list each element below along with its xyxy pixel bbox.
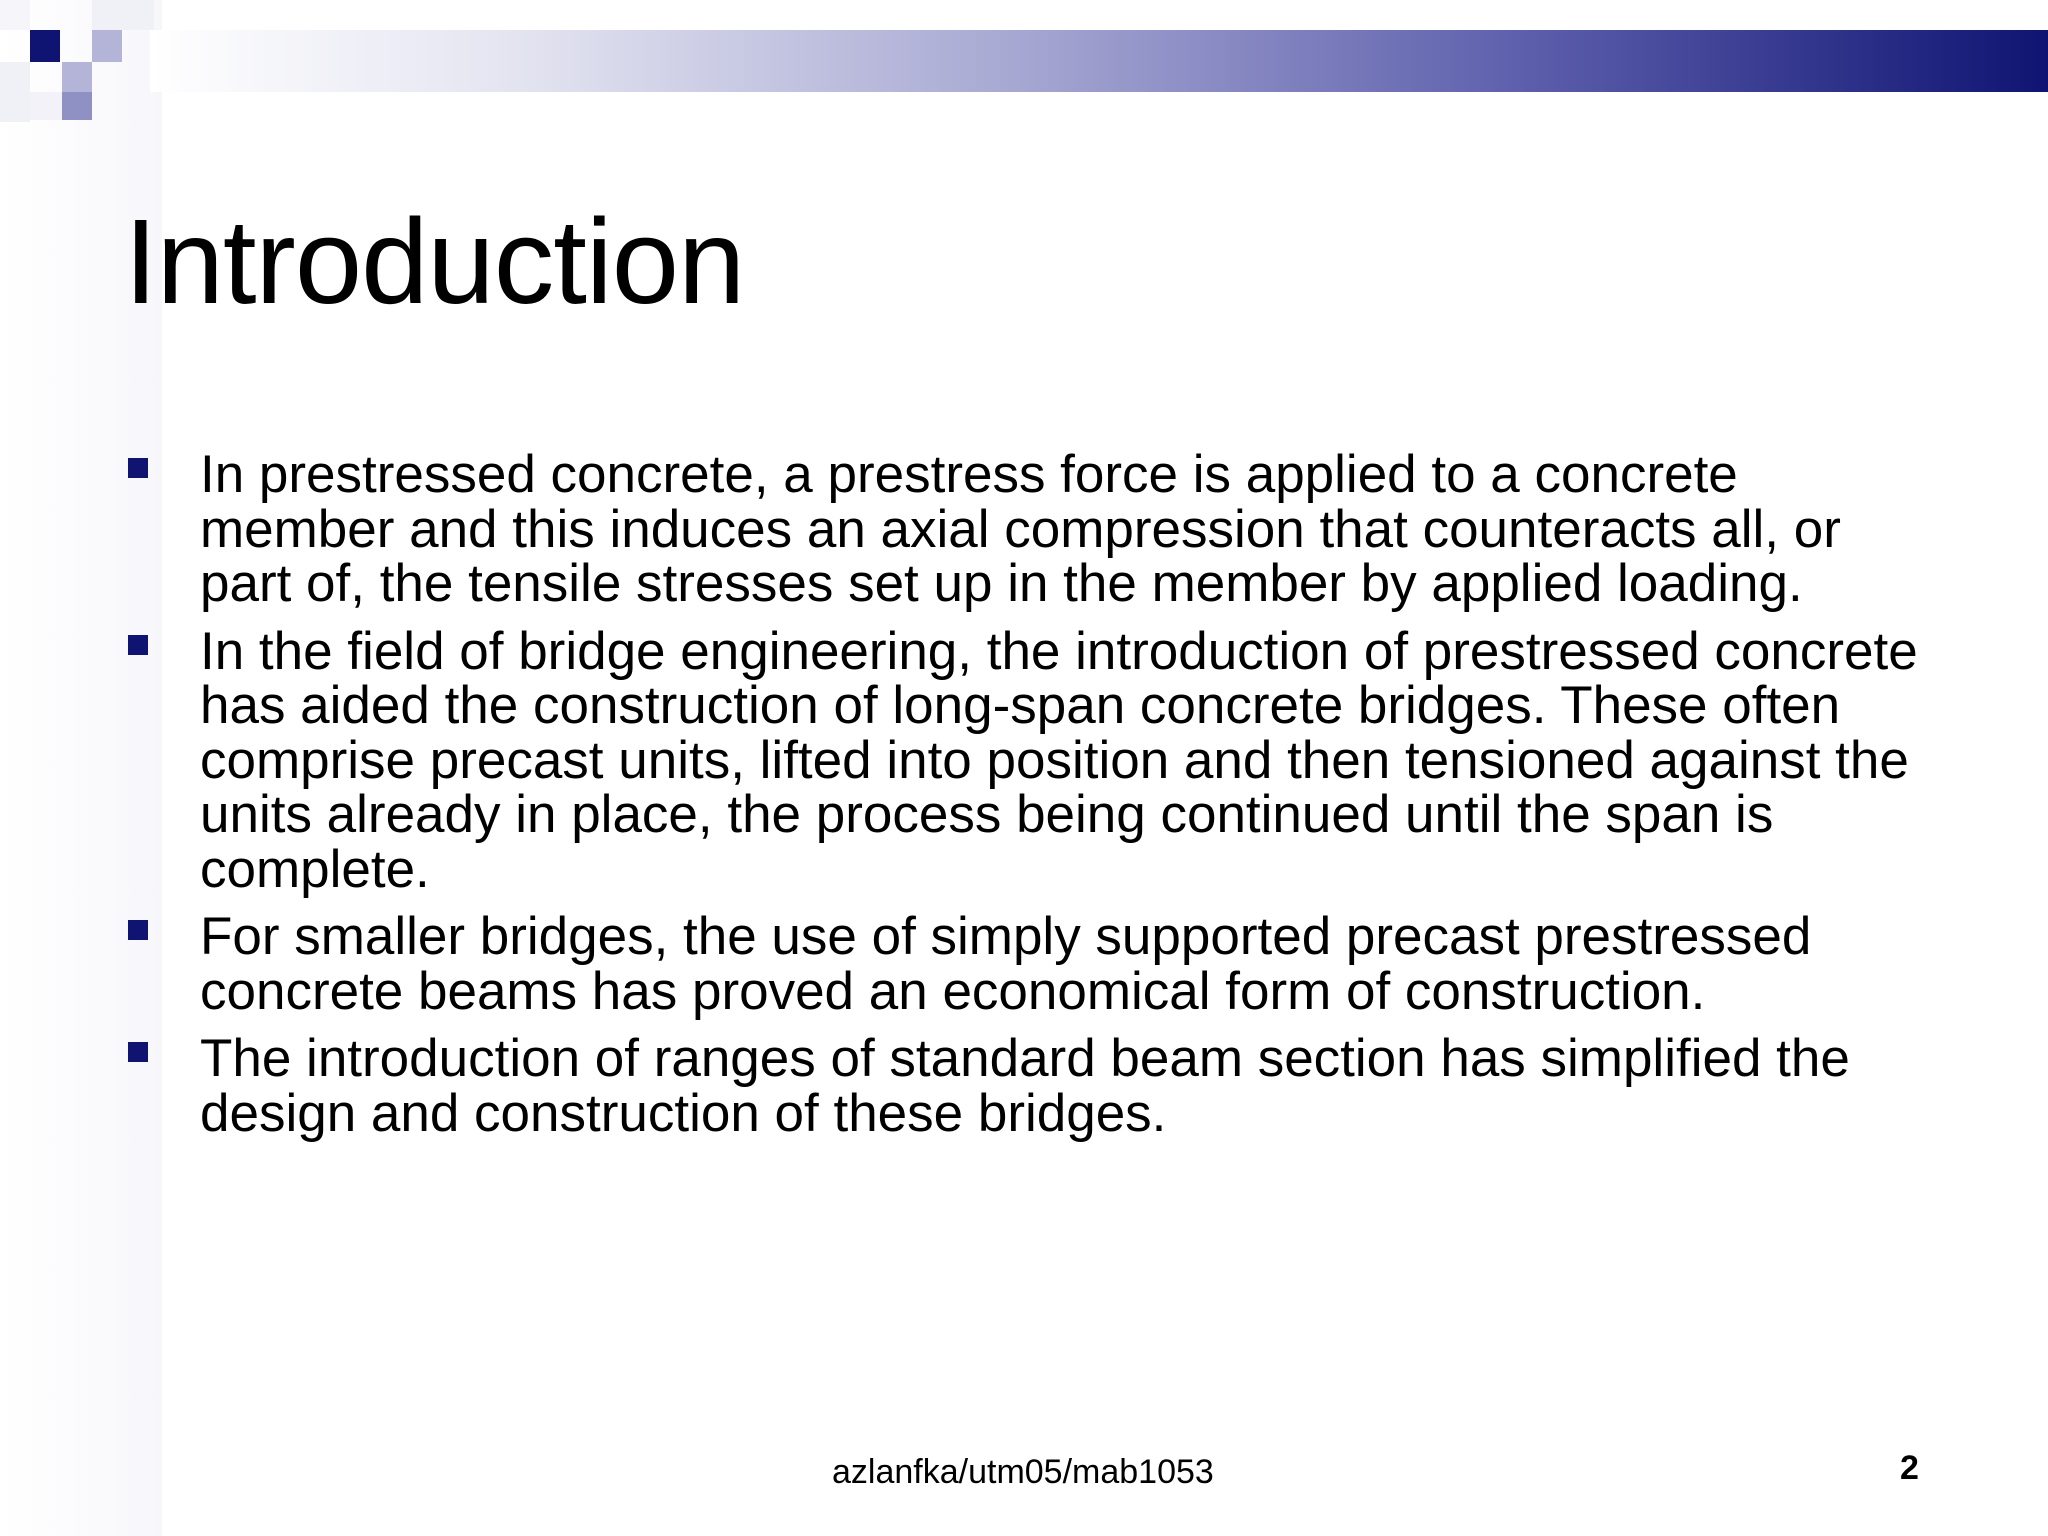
bullet-text: In the field of bridge engineering, the introduction of prestressed concrete has aided the construction of long-span concrete bridges. These often comprise precast units, lifted into position and then tensioned against the units already in place, the process being continued until the span is complete.: [200, 621, 1918, 899]
decorative-square: [62, 62, 92, 92]
bullet-item: [124, 907, 1924, 1021]
decorative-square: [92, 0, 154, 30]
slide-number: 2: [1900, 1449, 1919, 1487]
bullet-text: For smaller bridges, the use of simply supported precast prestressed concrete beams has proved an economical form of construction.: [200, 907, 1812, 1021]
square-bullet-icon: [128, 1042, 148, 1062]
decorative-square: [92, 30, 122, 62]
bullet-list: [124, 445, 1924, 1154]
decorative-square: [30, 92, 62, 120]
bullet-item: [124, 621, 1924, 899]
decorative-square: [0, 62, 30, 122]
decorative-square: [0, 0, 30, 30]
slide-footer: azlanfka/utm05/mab1053: [832, 1453, 1214, 1491]
square-bullet-icon: [128, 458, 148, 478]
bullet-text: The introduction of ranges of standard beam section has simplified the design and construction of these bridges.: [200, 1029, 1850, 1143]
bullet-item: [124, 1029, 1924, 1143]
square-bullet-icon: [128, 635, 148, 655]
decorative-square: [30, 30, 60, 62]
decorative-square: [62, 92, 92, 120]
slide-title: Introduction: [124, 193, 745, 329]
header-gradient-bar: [150, 30, 2048, 92]
bullet-text: In prestressed concrete, a prestress force is applied to a concrete member and this induces an axial compression that counteracts all, or part of, the tensile stresses set up in the member by applied loading.: [200, 445, 1841, 613]
bullet-item: [124, 445, 1924, 613]
square-bullet-icon: [128, 920, 148, 940]
